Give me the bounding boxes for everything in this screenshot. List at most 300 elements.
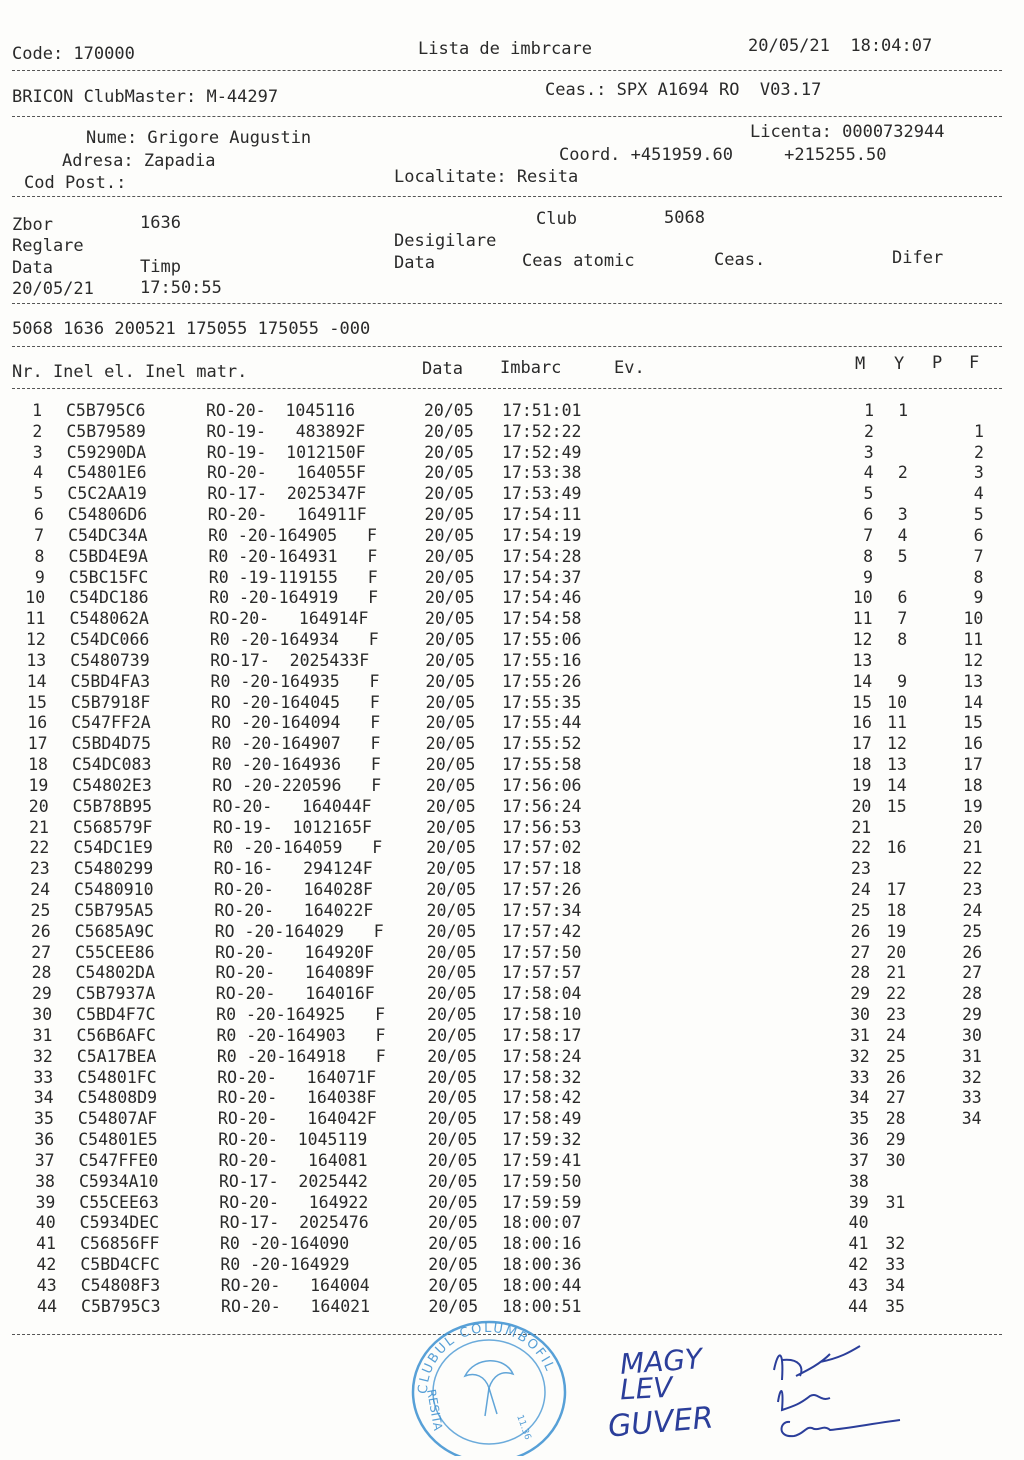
row-number: 41 [36,1234,56,1253]
col-f-value: 16 [963,734,983,753]
table-row [0,672,1024,693]
col-m-value: 19 [851,776,872,795]
col-f-value: 31 [961,1047,982,1066]
electronic-ring-id: C5BC15FC [68,568,149,587]
row-number: 28 [31,963,52,982]
col-header-data: Data [422,359,463,379]
registration-ring: R0 -20-164059 F [213,838,383,857]
col-f-value: 26 [962,943,983,962]
ceas-label: Ceas. [714,250,766,270]
col-f-value: 10 [963,609,984,628]
table-row [0,609,1024,630]
electronic-ring-id: C5B79589 [66,422,146,441]
col-f-value: 20 [962,818,983,837]
table-row [0,818,1024,839]
electronic-ring-id: C5B795A5 [74,901,154,920]
boarding-date: 20/05 [428,1297,479,1316]
boarding-date: 20/05 [424,401,474,420]
boarding-time: 17:57:42 [502,922,582,941]
boarding-date: 20/05 [425,776,476,795]
boarding-date: 20/05 [426,880,477,899]
table-row [0,1255,1024,1276]
registration-ring: RO-20- 164022F [214,901,374,920]
col-m-value: 12 [852,630,873,649]
col-y-value: 21 [886,963,907,982]
col-y-value: 20 [886,943,907,962]
registration-ring: RO-20- 164038F [217,1088,377,1107]
col-m-value: 42 [848,1255,869,1274]
boarding-time: 17:54:11 [502,505,582,524]
col-m-value: 41 [848,1234,869,1253]
table-row [0,422,1024,443]
data-label-2: Data [394,253,435,273]
boarding-date: 20/05 [427,1026,477,1045]
col-f-value: 6 [973,526,984,545]
row-number: 34 [33,1088,54,1107]
boarding-date: 20/05 [424,505,475,524]
boarding-time: 17:53:49 [502,484,582,503]
row-number: 7 [34,526,45,545]
col-m-value: 28 [850,963,871,982]
electronic-ring-id: C5B7918F [70,693,151,712]
boarding-date: 20/05 [427,1172,478,1191]
row-number: 13 [26,651,47,670]
boarding-time: 17:58:17 [502,1026,582,1045]
col-m-value: 13 [852,651,873,670]
col-y-value: 13 [886,755,907,774]
boarding-date: 20/05 [425,797,476,816]
registration-ring: RO-19- 1012150F [206,443,366,462]
boarding-time: 17:54:46 [502,588,582,607]
electronic-ring-id: C54801FC [77,1068,157,1087]
registration-ring: RO-20- 164004 [220,1276,380,1295]
electronic-ring-id: C5A17BEA [76,1047,157,1066]
row-number: 11 [25,609,46,628]
boarding-time: 17:54:58 [502,609,582,628]
row-number: 6 [33,505,44,524]
electronic-ring-id: C5BD4FA3 [70,672,151,691]
table-row [0,1068,1024,1089]
electronic-ring-id: C54DC34A [68,526,148,545]
bricon-clubmaster: BRICON ClubMaster: M-44297 [12,87,279,107]
code-label: Code: 170000 [12,44,135,64]
boarding-date: 20/05 [425,755,476,774]
doc-title: Lista de imbrcare [418,39,592,59]
boarding-time: 17:59:41 [502,1151,582,1170]
col-header-rings: Nr. Inel el. Inel matr. [12,362,248,382]
table-row [0,1297,1024,1318]
row-number: 26 [30,922,51,941]
table-row [0,505,1024,526]
registration-ring: RO -20-164094 F [211,713,381,732]
registration-ring: RO-16- 294124F [213,859,373,878]
boarding-date: 20/05 [425,734,476,753]
row-number: 32 [32,1047,53,1066]
table-row [0,963,1024,984]
col-y-value: 6 [897,588,908,607]
table-row [0,1234,1024,1255]
col-m-value: 16 [852,713,872,732]
boarding-date: 20/05 [426,922,477,941]
boarding-date: 20/05 [426,901,477,920]
col-y-value: 18 [886,901,907,920]
col-y-value: 26 [885,1068,906,1087]
row-number: 4 [33,463,44,482]
col-f-value: 33 [961,1088,982,1107]
col-m-value: 37 [849,1151,869,1170]
row-number: 15 [27,693,47,712]
boarding-date: 20/05 [424,588,475,607]
registration-ring: R0 -20-164925 F [216,1005,386,1024]
registration-ring: R0 -20-164929 [220,1255,370,1274]
col-f-value: 3 [973,463,984,482]
row-number: 2 [32,422,43,441]
row-number: 10 [25,588,46,607]
registration-ring: RO-20- 164016F [215,984,375,1003]
col-f-value: 17 [962,755,983,774]
boarding-date: 20/05 [425,693,476,712]
registration-ring: RO-17- 2025442 [218,1172,378,1191]
col-m-value: 30 [850,1005,870,1024]
electronic-ring-id: C54808D9 [77,1088,158,1107]
table-row [0,443,1024,464]
registration-ring: RO-20- 164042F [217,1109,377,1128]
col-y-value: 17 [886,880,907,899]
registration-ring: R0 -20-164918 F [216,1047,386,1066]
boarding-date: 20/05 [427,1088,478,1107]
code-line: 5068 1636 200521 175055 175055 -000 [12,319,371,339]
col-m-value: 29 [850,984,871,1003]
boarding-date: 20/05 [426,984,477,1003]
row-number: 3 [32,443,43,462]
col-y-value: 2 [897,463,908,482]
difer-label: Difer [892,248,944,268]
boarding-time: 17:57:26 [502,880,582,899]
stamp-code: 11.36 [514,1413,533,1442]
divider [12,346,1002,347]
boarding-time: 18:00:07 [502,1213,582,1232]
row-number: 25 [30,901,51,920]
col-m-value: 38 [848,1172,869,1191]
col-y-value: 1 [898,401,908,420]
registration-ring: RO-20- 164055F [207,463,366,482]
col-y-value: 24 [886,1026,906,1045]
boarding-date: 20/05 [426,838,476,857]
row-number: 40 [35,1213,56,1232]
col-m-value: 31 [849,1026,870,1045]
table-row [0,797,1024,818]
table-row [0,755,1024,776]
reglare-date: 20/05/21 [12,279,94,299]
boarding-time: 17:57:34 [502,901,582,920]
electronic-ring-id: C568579F [73,818,153,837]
row-number: 33 [33,1068,54,1087]
row-number: 35 [34,1109,54,1128]
boarding-time: 18:00:51 [502,1297,582,1316]
electronic-ring-id: C54802DA [75,963,155,982]
row-number: 37 [34,1151,55,1170]
col-y-value: 32 [885,1234,906,1253]
boarding-date: 20/05 [428,1276,479,1295]
row-number: 8 [34,547,45,566]
boarding-time: 17:56:53 [502,818,582,837]
col-y-value: 5 [897,547,908,566]
boarding-date: 20/05 [425,630,475,649]
table-row [0,588,1024,609]
row-number: 30 [32,1005,53,1024]
boarding-time: 17:58:42 [502,1088,582,1107]
table-row [0,901,1024,922]
electronic-ring-id: C5BD4D75 [71,734,152,753]
boarding-time: 17:58:49 [502,1109,582,1128]
signature-name-2: LEV [619,1370,674,1407]
row-number: 31 [32,1026,53,1045]
col-m-value: 39 [848,1193,869,1212]
registration-ring: R0 -20-164936 F [211,755,381,774]
col-m-value: 43 [848,1276,869,1295]
boarding-time: 18:00:44 [502,1276,582,1295]
registration-ring: RO -20-164045 F [210,693,380,712]
boarding-time: 17:59:59 [502,1193,582,1212]
boarding-date: 20/05 [424,463,474,482]
electronic-ring-id: C5480910 [74,880,154,899]
electronic-ring-id: C54801E6 [67,463,147,482]
boarding-date: 20/05 [427,1005,477,1024]
boarding-date: 20/05 [426,818,476,837]
boarding-date: 20/05 [428,1213,478,1232]
license-number: Licenta: 0000732944 [750,122,945,142]
divider [12,303,1002,304]
boarding-time: 17:58:24 [502,1047,582,1066]
col-y-value: 3 [897,505,908,524]
electronic-ring-id: C54DC186 [69,588,149,607]
col-f-value: 30 [962,1026,982,1045]
col-y-value: 30 [885,1151,906,1170]
divider [12,196,1002,197]
col-header-m: M [855,354,866,374]
electronic-ring-id: C59290DA [66,443,147,462]
boarding-date: 20/05 [425,651,475,670]
electronic-ring-id: C5934DEC [79,1213,160,1232]
col-f-value: 34 [961,1109,982,1128]
desigilare-label: Desigilare [394,231,497,251]
boarding-time: 17:52:49 [502,443,582,462]
col-m-value: 44 [848,1297,868,1316]
electronic-ring-id: C55CEE86 [75,943,155,962]
registration-ring: R0 -20-164090 [220,1234,370,1253]
electronic-ring-id: C5BD4CFC [80,1255,160,1274]
col-m-value: 40 [848,1213,869,1232]
table-row [0,1109,1024,1130]
table-row [0,880,1024,901]
col-y-value: 25 [885,1047,906,1066]
data-label: Data [12,258,53,278]
table-row [0,568,1024,589]
ceas-atomic-label: Ceas atomic [522,251,635,271]
table-row [0,484,1024,505]
col-y-value: 27 [885,1088,906,1107]
flight-label: Zbor [12,215,53,235]
boarding-date: 20/05 [427,1109,478,1128]
boarding-date: 20/05 [424,526,475,545]
col-y-value: 8 [897,630,908,649]
registration-ring: R0 -20-164934 F [209,630,379,649]
col-y-value: 33 [885,1255,906,1274]
divider [12,70,1002,71]
boarding-time: 17:53:38 [502,463,582,482]
row-number: 21 [29,818,49,837]
col-y-value: 11 [887,713,907,732]
timp-label: Timp [140,257,181,277]
electronic-ring-id: C54DC1E9 [73,838,153,857]
col-m-value: 24 [850,880,871,899]
electronic-ring-id: C54808F3 [80,1276,161,1295]
clock-info: Ceas.: SPX A1694 RO V03.17 [545,80,822,100]
col-f-value: 22 [962,859,983,878]
boarding-date: 20/05 [424,422,474,441]
col-y-value: 22 [886,984,907,1003]
stamp-text: CLUBUL COLUMBOFIL [415,1320,558,1395]
table-row [0,1276,1024,1297]
table-row [0,859,1024,880]
electronic-ring-id: C56B6AFC [76,1026,156,1045]
registration-ring: RO-19- 483892F [206,422,366,441]
col-m-value: 18 [851,755,872,774]
col-m-value: 27 [850,943,871,962]
boarding-date: 20/05 [427,1130,478,1149]
col-m-value: 5 [863,484,874,503]
col-header-p: P [932,353,943,373]
col-header-y: Y [894,354,905,374]
registration-ring: RO-20- 164028F [214,880,373,899]
row-number: 42 [36,1255,57,1274]
col-f-value: 15 [963,713,983,732]
electronic-ring-id: C55CEE63 [79,1193,159,1212]
boarding-time: 17:54:28 [502,547,582,566]
boarding-date: 20/05 [424,484,475,503]
col-f-value: 19 [962,797,983,816]
table-row [0,1151,1024,1172]
electronic-ring-id: C5685A9C [74,922,155,941]
boarding-date: 20/05 [428,1255,478,1274]
boarding-time: 17:57:57 [502,963,582,982]
boarding-time: 17:56:06 [502,776,582,795]
boarding-time: 17:55:52 [502,734,582,753]
col-f-value: 8 [973,568,984,587]
col-f-value: 5 [973,505,984,524]
registration-ring: R0 -20-164905 F [208,526,377,545]
stamp-city: RESITA [424,1388,446,1432]
signature-name-3: GUVER [606,1400,715,1445]
registration-ring: RO-20- 164021 [221,1297,380,1316]
registration-ring: RO-17- 2025476 [219,1213,379,1232]
col-m-value: 34 [849,1088,870,1107]
table-row [0,1130,1024,1151]
row-number: 14 [26,672,47,691]
boarding-date: 20/05 [426,859,476,878]
registration-ring: RO-20- 164044F [212,797,372,816]
reglare-time: 17:50:55 [140,278,222,298]
col-m-value: 14 [852,672,873,691]
col-m-value: 23 [851,859,871,878]
col-f-value: 2 [973,443,984,462]
col-m-value: 22 [851,838,872,857]
row-number: 5 [33,484,44,503]
boarding-time: 17:57:18 [502,859,582,878]
row-number: 27 [31,943,52,962]
col-f-value: 12 [963,651,984,670]
boarding-date: 20/05 [428,1234,478,1253]
table-row [0,713,1024,734]
boarding-time: 18:00:36 [502,1255,582,1274]
registration-ring: R0 -20-164931 F [208,547,378,566]
col-y-value: 15 [886,797,907,816]
table-row [0,693,1024,714]
col-y-value: 10 [887,693,908,712]
registration-ring: RO-20- 164911F [207,505,367,524]
col-f-value: 4 [973,484,984,503]
club-label: Club [536,209,577,229]
col-y-value: 4 [897,526,908,545]
row-number: 24 [30,880,51,899]
col-f-value: 27 [962,963,983,982]
table-row [0,838,1024,859]
boarding-time: 17:54:19 [502,526,582,545]
col-y-value: 7 [897,609,908,628]
col-m-value: 4 [863,463,874,482]
boarding-time: 17:55:06 [502,630,582,649]
boarding-time: 17:58:04 [502,984,582,1003]
col-m-value: 3 [863,443,874,462]
table-row [0,1026,1024,1047]
row-number: 1 [32,401,42,420]
table-row [0,734,1024,755]
registration-ring: RO -20-164029 F [214,922,384,941]
electronic-ring-id: C548062A [69,609,149,628]
row-number: 17 [27,734,48,753]
col-y-value: 35 [885,1297,905,1316]
col-m-value: 36 [849,1130,870,1149]
row-number: 9 [34,568,45,587]
electronic-ring-id: C54802E3 [72,776,152,795]
row-number: 22 [29,838,50,857]
boarding-date: 20/05 [426,943,477,962]
table-row [0,943,1024,964]
boarding-date: 20/05 [424,568,475,587]
divider [12,388,1002,389]
row-number: 29 [31,984,52,1003]
col-f-value: 9 [973,588,984,607]
col-f-value: 28 [962,984,983,1003]
col-m-value: 8 [863,547,874,566]
table-row [0,1047,1024,1068]
boarding-time: 17:52:22 [502,422,582,441]
col-m-value: 1 [864,401,874,420]
coordinates: Coord. +451959.60 +215255.50 [559,145,887,165]
registration-ring: R0 -20-164919 F [209,588,379,607]
electronic-ring-id: C547FF2A [71,713,151,732]
reglare-label: Reglare [12,236,84,256]
boarding-date: 20/05 [427,1047,477,1066]
table-row [0,401,1024,422]
col-f-value: 11 [963,630,984,649]
table-row [0,1172,1024,1193]
table-row [0,651,1024,672]
electronic-ring-id: C5934A10 [78,1172,159,1191]
electronic-ring-id: C54807AF [77,1109,158,1128]
electronic-ring-id: C56856FF [80,1234,160,1253]
col-f-value: 14 [963,693,984,712]
